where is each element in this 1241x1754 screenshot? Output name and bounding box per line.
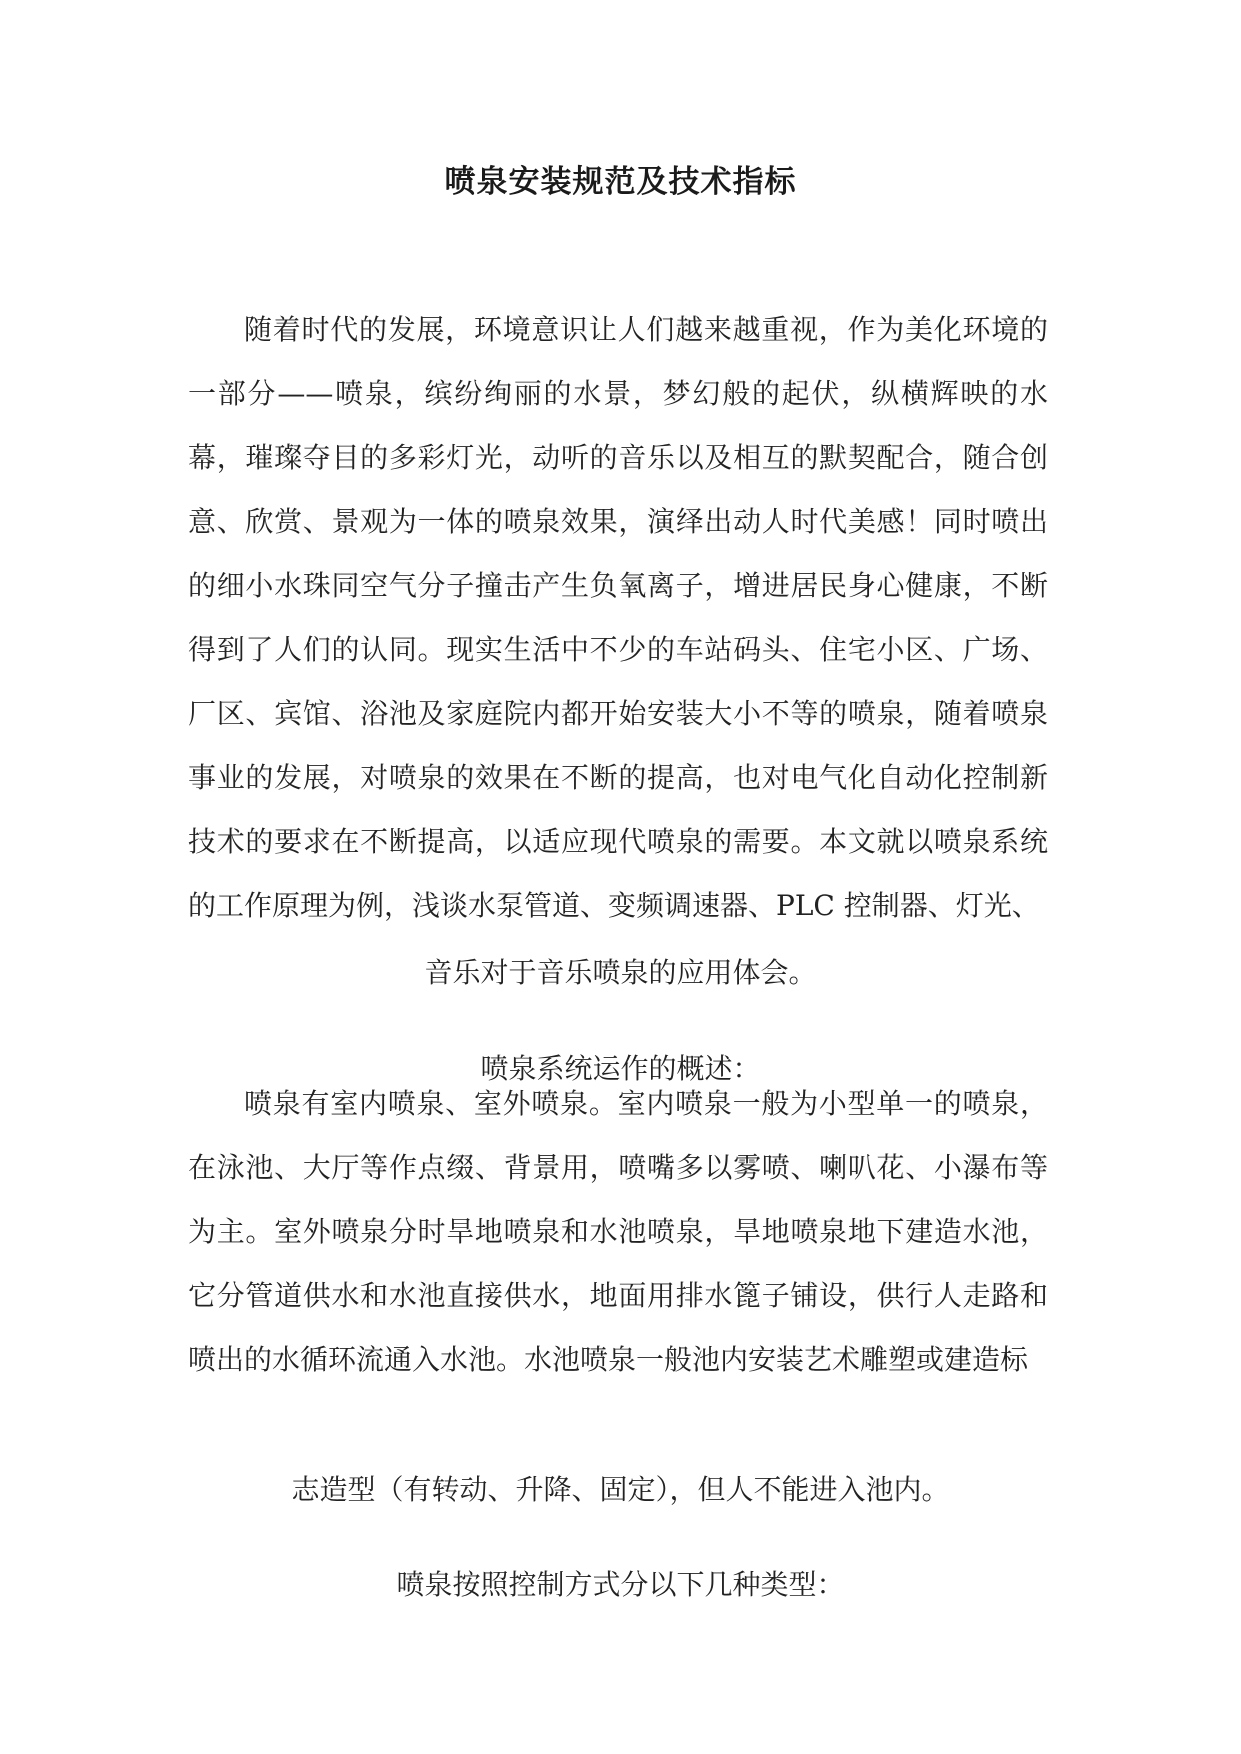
section-heading-control-types: 喷泉按照控制方式分以下几种类型： — [396, 1568, 845, 1601]
paragraph-fountain-types-last-line: 志造型（有转动、升降、固定），但人不能进入池内。 — [291, 1473, 950, 1506]
paragraph-fountain-types: 喷泉有室内喷泉、室外喷泉。室内喷泉一般为小型单一的喷泉，在泳池、大厅等作点缀、背景用，喷嘴多以雾喷、喇叭花、小瀑布等为主。室外喷泉分时旱地喷泉和水池喷泉，旱地喷泉地下建造水池，它分管道供水和水池直接供水，地面用排水篦子铺设，供行人走路和喷出的水循环流通入水池。水池喷泉一般池内安装艺术雕塑或建造标 — [188, 1087, 1048, 1376]
paragraph-intro-last-line: 音乐对于音乐喷泉的应用体会。 — [424, 956, 817, 989]
section-heading-overview: 喷泉系统运作的概述： — [480, 1052, 761, 1085]
document-title: 喷泉安装规范及技术指标 — [444, 164, 797, 200]
paragraph-intro: 随着时代的发展，环境意识让人们越来越重视，作为美化环境的一部分——喷泉，缤纷绚丽的水景，梦幻般的起伏，纵横辉映的水幕，璀璨夺目的多彩灯光，动听的音乐以及相互的默契配合，随合创意、欣赏、景观为一体的喷泉效果，演绎出动人时代美感！同时喷出的细小水珠同空气分子撞击产生负氧离子，增进居民身心健康，不断得到了人们的认同。现实生活中不少的车站码头、住宅小区、广场、厂区、宾馆、浴池及家庭院内都开始安装大小不等的喷泉，随着喷泉事业的发展，对喷泉的效果在不断的提高，也对电气化自动化控制新技术的要求在不断提高，以适应现代喷泉的需要。本文就以喷泉系统的工作原理为例，浅谈水泵管道、变频调速器、PLC 控制器、灯光、 — [188, 313, 1048, 922]
